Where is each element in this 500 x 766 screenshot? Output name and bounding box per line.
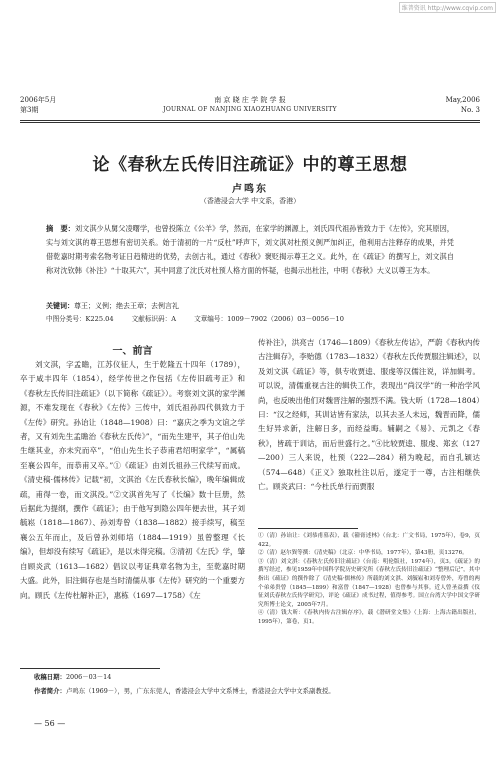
footnote-rule [258, 528, 358, 529]
abstract-text: 刘文淇少从舅父凌曙学，也曾投陈立《公羊》学，然而，在家学的渊源上，刘氏四代祖孙皆致力于《左传》，究其原因，实与刘文淇的尊王思想有密切关系。始于清初的一片“反杜”呼声下，刘文淇对杜预义例严加纠正，他利用古注释存的成果，并凭借乾嘉时期考索名物考证日趋精进的优势，去创古礼，通过《春秋》褒贬揭示尊王之义。此外，在《疏证》的撰写上，刘文淇自称对沈钦韩《补注》“十取其六”，其中同意了沈氏对杜预人格方面的怀疑，也揭示出杜注，中明《春秋》大义以尊王为本。 [46, 224, 454, 275]
section-heading: 一、前言 [112, 346, 153, 357]
classification-line [46, 313, 454, 325]
header-center [20, 95, 480, 115]
article-title: 论《春秋左氏传旧注疏证》中的尊王思想 [92, 155, 408, 175]
document-code: 文献标识码：A [131, 315, 176, 323]
keywords [46, 300, 454, 312]
footnote-4: ④（清）钱大昕：《春秋内传古注辑存序》，载《潜研堂文集》（上海：上海古籍出版社，1995年），第卷，页1。 [258, 610, 480, 625]
journal-name-cn: 南 京 晓 庄 学 院 学 报 [214, 96, 286, 104]
clc-number: 中图分类号：K225.04 [46, 315, 114, 323]
footnote-1: ①（清）孙诒让：《刘恭甫墓表》，载《籀膏述林》（台北：广文书局，1975年），卷9，页422。 [258, 533, 480, 548]
keywords-text: 尊王；义例；绝去王章；去例言礼 [74, 302, 179, 310]
received-date [34, 672, 111, 681]
header-date: 2006年5月 [20, 96, 57, 104]
body-left-column: 刘文淇，字孟瞻，江苏仪征人，生于乾隆五十四年（1789），卒于咸丰四年（1854），经学传世之作包括《左传旧疏考正》和《春秋左氏传旧注疏证》（以下简称《疏证》）。考察刘文淇的家学渊源，不难发现在《春秋》《左传》三传中，刘氏祖孙四代俱致力于《左传》研究。孙诒让（1848—1908）曰：“嘉庆之季为文谊之学者，又有刘先生孟瞻治《春秋左氏传》”，“而先生建平，其子伯山先生继其业，亦未究而卒”，“伯山先生长子恭甫君绍明家学”，“属稿至襄公四年，而恭甫又卒。”①《疏证》由刘氏祖孙三代续写而成。《清史稿·儒林传》记载“初，文淇治《左氏春秋长编》，晚年编辑成疏，甫得一卷，而文淇没。”②文淇首先写了《长编》数十巨册，然后据此为提纲，撰作《疏证》；由于他写到隐公四年便去世，其子刘毓崧（1818—1867）、孙刘寿曾（1838—1882）接手续写，稿至襄公五年而止，及后曾孙刘师培（1884—1919）虽曾整理《长编》，但却没有续写《疏证》，是以未得完稿。③清初《左氏》学，肇自顾炎武（1613—1682）倡议以考证典章名物为主，至乾嘉时期大盛。此外，旧注辑存也是当时清儒从事《左传》研究的一个重要方向。顾氏《左传杜解补正》，惠栋（1697—1758）《左 [20, 360, 245, 600]
abstract [46, 222, 454, 278]
author-affiliation: （香港浸会大学 中文系，香港） [199, 197, 301, 205]
footnote-3: ③（清）刘文淇：《春秋左氏传旧注疏证》（台南：明伦版社，1974年），页3。《疏证》的撰写经过，参见1959年中国科学院历史研究所《春秋左氏传旧注疏证》“整理后记”，其中指出《疏证》的撰作除了《清史稿·儒林传》所载的刘文淇、刘毓崧和刘寿曾外，寿曾的两个弟弟贵曾（1845—1899）和富曾（1847—1928）也曾参与其事。近人曾圣益撰《仪征刘氏春秋左氏传学研究》，评论《疏证》成书过程，值得参考。国立台湾大学中国文学研究所博士论文，2005年7月。 [258, 558, 480, 608]
author-name: 卢鸣东 [232, 184, 268, 195]
header-date-en: May,2006 [445, 96, 480, 104]
abstract-label: 摘 要： [46, 224, 75, 233]
bio-text: 卢鸣东（1969－），男，广东东莞人，香港浸会大学中文系博士，香港浸会大学中文系副教授。 [65, 687, 335, 695]
header-rule-thin [20, 122, 480, 123]
article-number: 文章编号：1009－7902（2006）03－0056－10 [194, 315, 344, 323]
header-rule [20, 120, 480, 121]
body-right-text: 传补注》，洪亮吉（1746—1809）《春秋左传诂》，严蔚《春秋内传古注辑存》，李贻德（1783—1832）《春秋左氏传贾服注辑述》，以及刘文淇《疏证》等，俱专收贾逵、服虔等汉儒注说，详加辑考。可以说，清儒重视古注的辑佚工作，表现出“尚汉学”的一种治学风尚，也反映出他们对魏晋注解的强烈不满。钱大昕（1728—1804）曰：“汉之经师，其训诂皆有家法，以其去圣人未远，魏晋而降，儒生好异求新，注解日多，而经益晦。辅嗣之《易》、元凯之《春秋》，皆疏于训诂，而后世盛行之。”④比较贾逵、服虔、郑玄（127—200）三人来说，杜预（222—284）稍为晚起，而自孔颖达（574—648）《正义》独取杜注以后，遂定于一尊，古注相继佚亡。顾炎武曰：“今杜氏单行而贾服 [258, 338, 480, 492]
received-text: 2006－03－14 [65, 673, 112, 681]
footnotes [258, 532, 480, 627]
bottom-rule [20, 668, 160, 669]
watermark: 维普资讯 http://www.cqvip.com [399, 2, 496, 13]
footnote-2: ②（清）赵尔巽等撰：《清史稿》（北京：中华书局，1977年），第43册，页13276。 [258, 550, 468, 557]
header-issue: 第3期 [20, 106, 39, 114]
page-number: — 56 — [34, 719, 66, 728]
received-label: 收稿日期： [34, 673, 66, 681]
keywords-label: 关键词： [46, 301, 74, 310]
header-right [446, 95, 480, 115]
body-right-column [258, 336, 480, 494]
running-header [20, 95, 480, 119]
bio-label: 作者简介： [34, 687, 66, 695]
journal-name-en: JOURNAL OF NANJING XIAOZHUANG UNIVERSITY [163, 106, 337, 113]
header-issue-en: No. 3 [460, 106, 480, 114]
author-bio [34, 686, 480, 695]
